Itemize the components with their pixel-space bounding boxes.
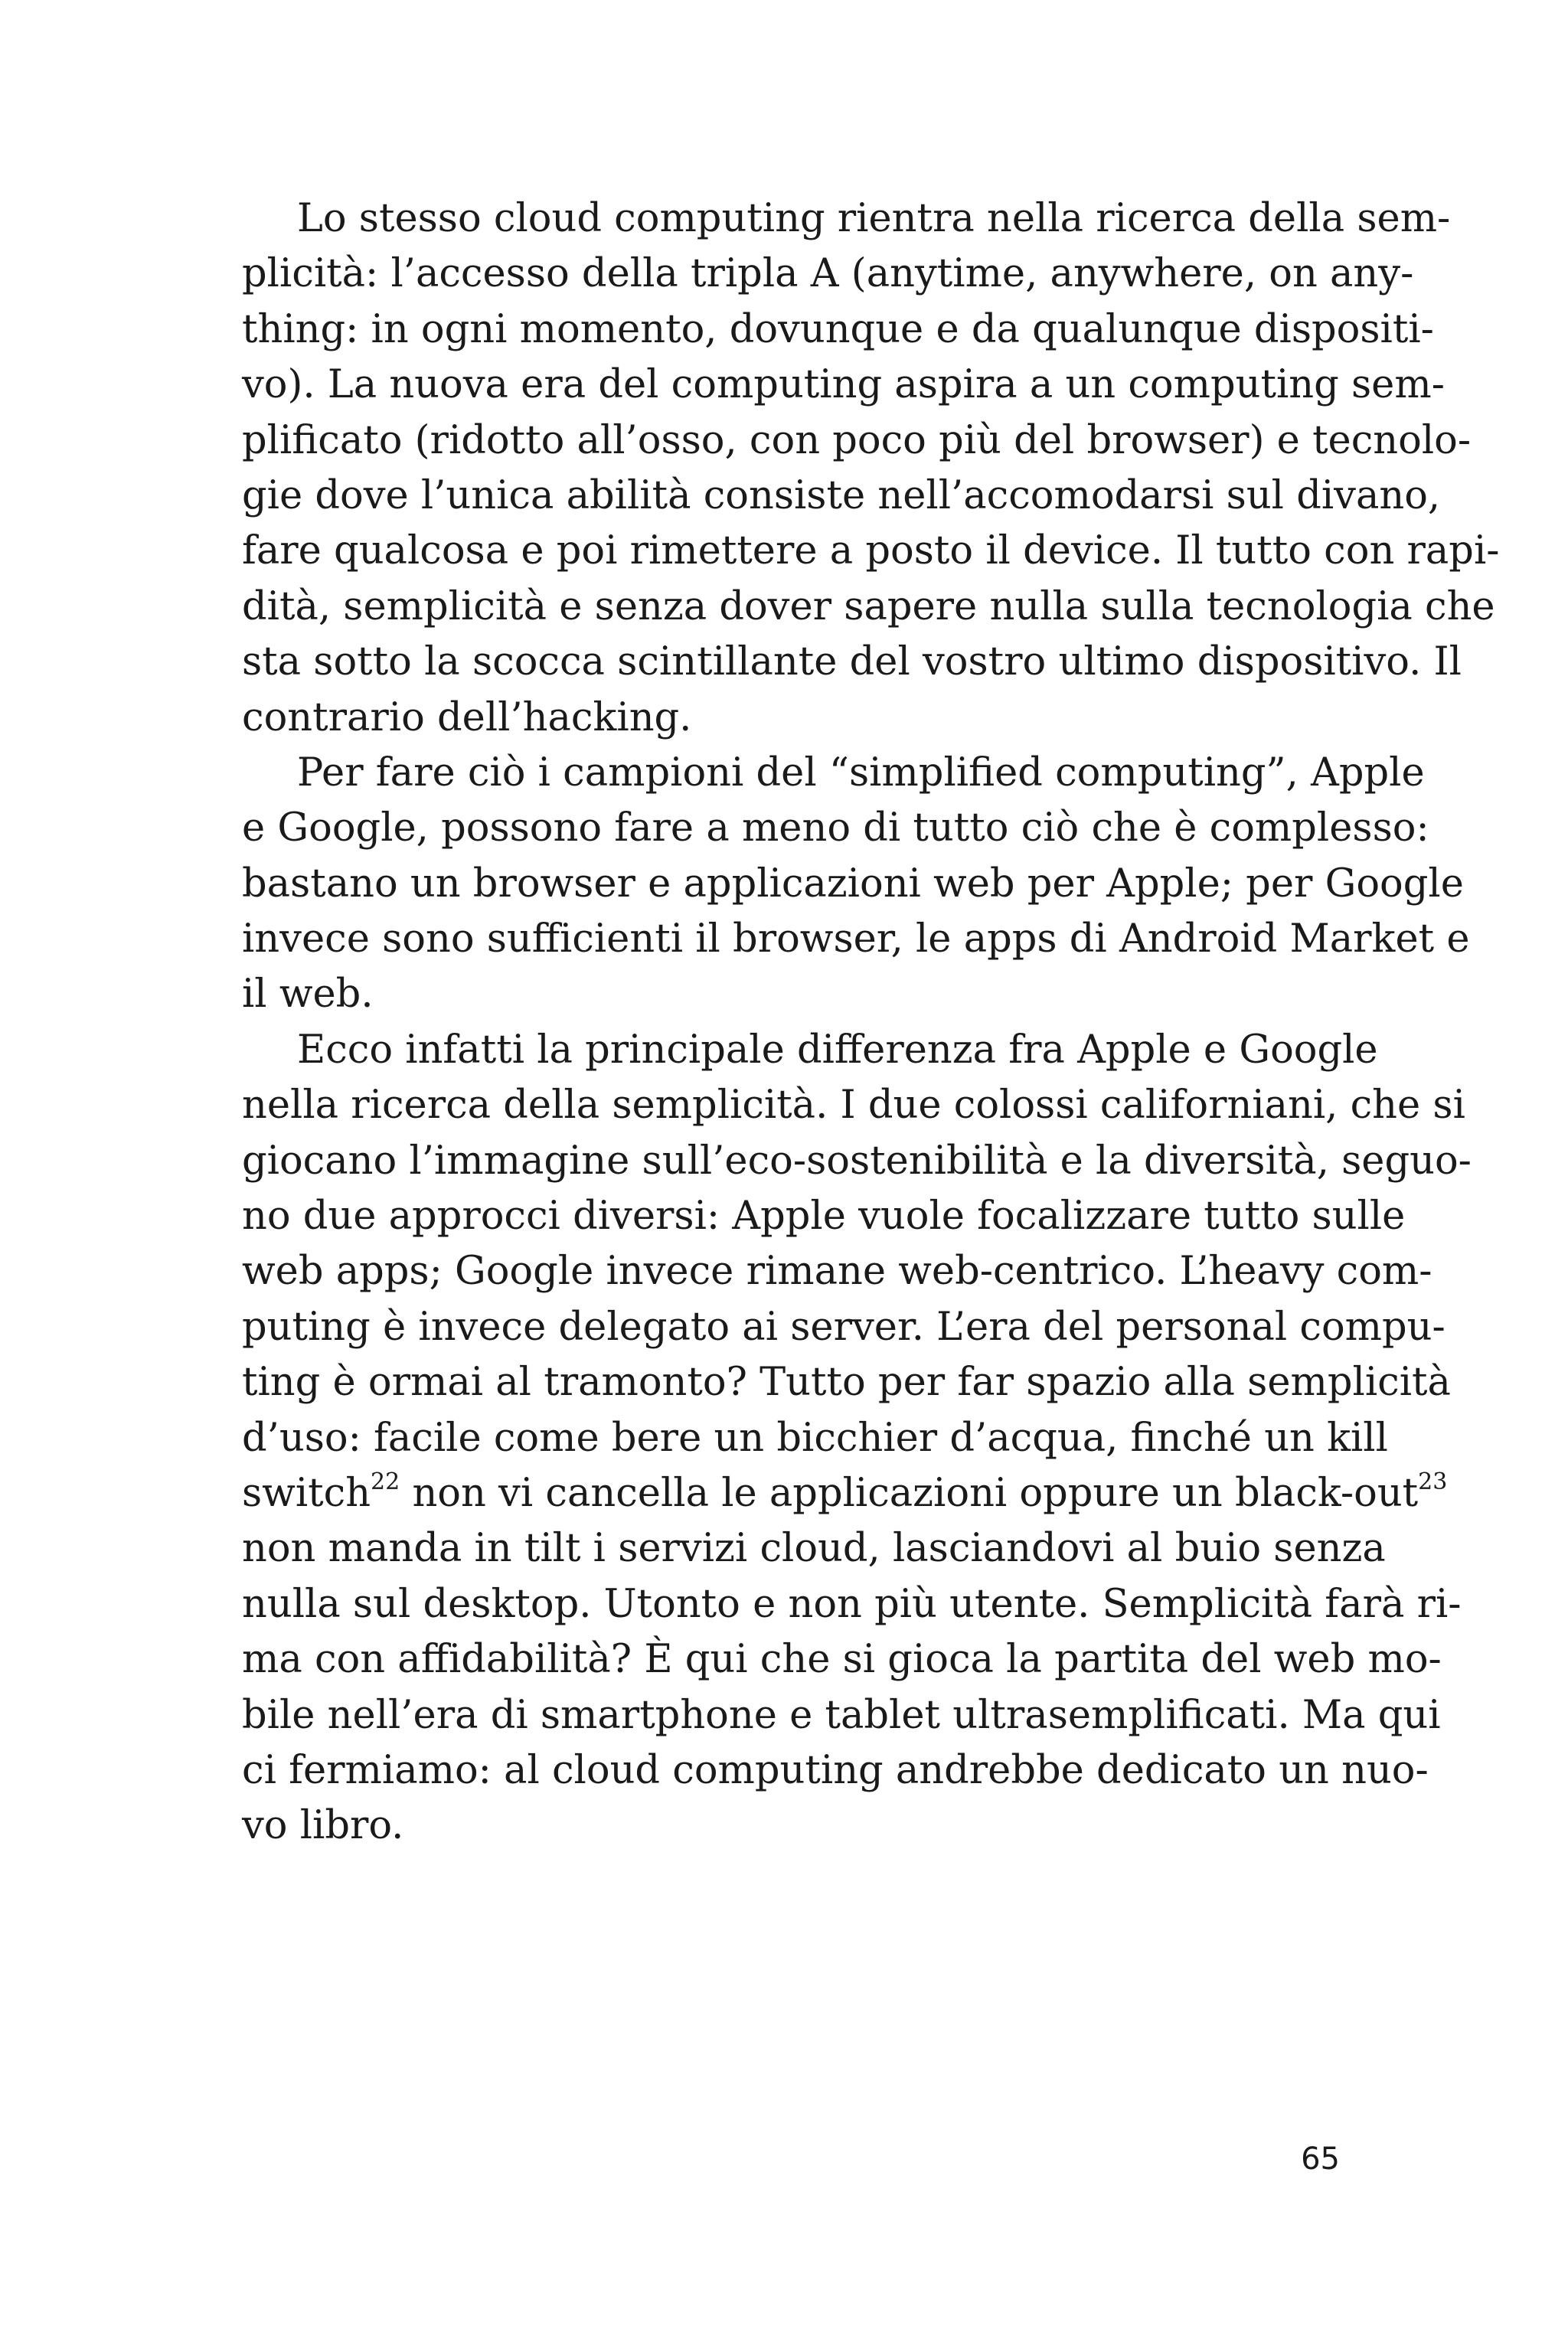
- body-text: [242, 191, 1500, 1854]
- text-fragment: switch: [242, 1470, 371, 1516]
- paragraph-3: [242, 1023, 1472, 1854]
- text-line: thing: in ogni momento, dovunque e da qualunque dispositi-: [242, 306, 1434, 352]
- text-line-with-footnotes: [242, 1466, 1448, 1521]
- paragraph-2: [242, 746, 1470, 1023]
- text-line: gie dove l’unica abilità consiste nell’accomodarsi sul divano,: [242, 472, 1441, 518]
- text-line: web apps; Google invece rimane web-centrico. L’heavy com-: [242, 1249, 1432, 1295]
- page-number: 65: [1301, 2141, 1340, 2177]
- paragraph-1: [242, 191, 1500, 746]
- text-line: Lo stesso cloud computing rientra nella ricerca della sem-: [297, 196, 1451, 241]
- text-line: non manda in tilt i servizi cloud, lasciandovi al buio senza: [242, 1526, 1386, 1572]
- text-line: giocano l’immagine sull’eco-sostenibilità e la diversità, seguo-: [242, 1138, 1472, 1184]
- text-line: Per fare ciò i campioni del “simplified computing”, Apple: [297, 750, 1425, 795]
- text-line: ting è ormai al tramonto? Tutto per far spazio alla semplicità: [242, 1360, 1451, 1406]
- text-line: il web.: [242, 972, 374, 1018]
- text-line: invece sono sufficienti il browser, le apps di Android Market e: [242, 916, 1470, 962]
- text-line: dità, semplicità e senza dover sapere nulla sulla tecnologia che: [242, 583, 1495, 629]
- text-line: vo libro.: [242, 1803, 404, 1849]
- footnote-reference[interactable]: 23: [1418, 1468, 1448, 1495]
- footnote-reference[interactable]: 22: [371, 1468, 400, 1495]
- text-line: puting è invece delegato ai server. L’era del personal compu-: [242, 1304, 1446, 1350]
- text-line: ma con affidabilità? È qui che si gioca la partita del web mo-: [242, 1637, 1442, 1683]
- text-line: bastano un browser e applicazioni web per Apple; per Google: [242, 861, 1464, 906]
- text-line: fare qualcosa e poi rimettere a posto il device. Il tutto con rapi-: [242, 528, 1500, 574]
- text-line: nella ricerca della semplicità. I due colossi californiani, che si: [242, 1083, 1465, 1129]
- text-line: e Google, possono fare a meno di tutto ciò che è complesso:: [242, 805, 1429, 851]
- text-fragment: non vi cancella le applicazioni oppure un black-out: [400, 1470, 1419, 1516]
- text-line: no due approcci diversi: Apple vuole focalizzare tutto sulle: [242, 1194, 1406, 1240]
- text-line: bile nell’era di smartphone e tablet ultrasemplificati. Ma qui: [242, 1692, 1441, 1738]
- text-line: d’uso: facile come bere un bicchier d’acqua, finché un kill: [242, 1415, 1388, 1461]
- text-line: sta sotto la scocca scintillante del vostro ultimo dispositivo. Il: [242, 639, 1462, 685]
- text-line: plicità: l’accesso della tripla A (anytime, anywhere, on any-: [242, 251, 1414, 297]
- text-line: vo). La nuova era del computing aspira a un computing sem-: [242, 362, 1445, 408]
- text-line: Ecco infatti la principale differenza fra Apple e Google: [297, 1027, 1378, 1073]
- text-line: nulla sul desktop. Utonto e non più utente. Semplicità farà ri-: [242, 1581, 1462, 1627]
- text-line: contrario dell’hacking.: [242, 694, 692, 740]
- text-line: plificato (ridotto all’osso, con poco più del browser) e tecnolo-: [242, 417, 1472, 463]
- text-line: ci fermiamo: al cloud computing andrebbe dedicato un nuo-: [242, 1747, 1429, 1793]
